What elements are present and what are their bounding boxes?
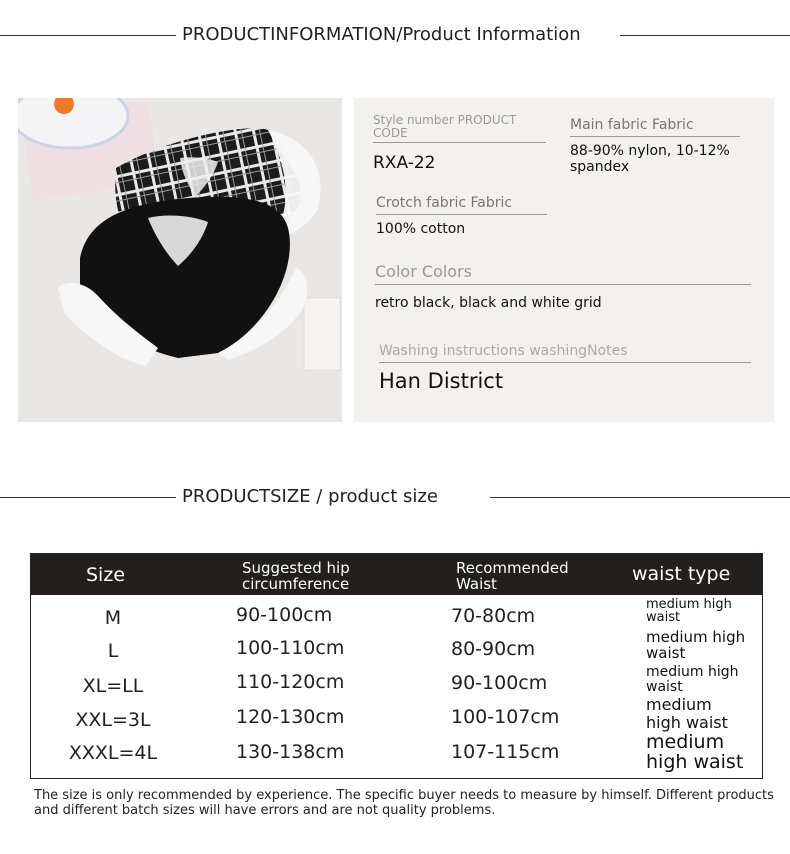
color-field [375,262,751,311]
row-5-waist: 107-115cm [451,741,560,763]
row-1-waist: 70-80cm [451,605,536,627]
style-number-field [373,114,546,173]
row-1-hip: 90-100cm [236,604,333,626]
row-1-waist-type: medium high waist [646,597,732,625]
row-1-size: M [104,607,122,629]
field-rule [570,136,740,137]
header-size: Size [86,564,126,586]
row-4-hip: 120-130cm [236,706,345,728]
heading-rule-right [490,497,790,498]
row-4-waist-type: medium high waist [646,695,728,732]
size-table-header [31,554,762,595]
field-rule [373,142,546,143]
row-3-hip: 110-120cm [236,671,345,693]
color-label: Color Colors [375,262,472,281]
color-value: retro black, black and white grid [375,295,602,311]
product-size-title: PRODUCTSIZE / product size [182,486,438,507]
row-2-waist: 80-90cm [451,638,536,660]
row-5-hip: 130-138cm [236,741,345,763]
main-fabric-label: Main fabric Fabric [570,117,694,133]
main-fabric-value: 88-90% nylon, 10-12% spandex [570,143,730,175]
crotch-fabric-value: 100% cotton [376,221,466,237]
product-information-title: PRODUCTINFORMATION/Product Information [182,24,581,45]
row-3-waist-type: medium high waist [646,664,739,695]
row-4-size: XXL=3L [75,709,151,731]
size-table [30,553,763,779]
heading-rule-right [620,35,790,36]
product-information-heading [0,20,790,50]
style-number-value: RXA-22 [373,153,436,173]
main-fabric-field [570,116,740,175]
heading-rule-left [0,497,176,498]
row-5-waist-type: medium high waist [646,731,744,773]
size-disclaimer: The size is only recommended by experience. The specific buyer needs to measure by himself. Different products and different batch sizes will have errors and are not quality problems. [34,788,774,818]
product-size-heading [0,482,790,512]
row-5-size: XXXL=4L [68,742,158,764]
field-rule [379,362,751,363]
crotch-fabric-label: Crotch fabric Fabric [376,195,513,211]
style-number-label: Style number PRODUCT CODE [373,113,517,140]
product-photo [18,98,342,422]
header-waist: Recommended Waist [456,559,569,593]
product-info-panel [354,98,774,422]
header-waist-type: waist type [632,563,731,585]
row-4-waist: 100-107cm [451,706,560,728]
row-2-size: L [107,640,119,662]
crotch-fabric-field [376,194,547,237]
header-hip: Suggested hip circumference [242,559,350,593]
washing-value: Han District [379,369,504,393]
washing-field [379,342,751,393]
row-3-size: XL=LL [82,675,144,697]
field-rule [376,214,547,215]
row-2-waist-type: medium high waist [646,628,746,662]
row-3-waist: 90-100cm [451,672,548,694]
row-2-hip: 100-110cm [236,637,345,659]
field-rule [375,284,751,285]
heading-rule-left [0,35,176,36]
washing-label: Washing instructions washingNotes [379,343,628,359]
